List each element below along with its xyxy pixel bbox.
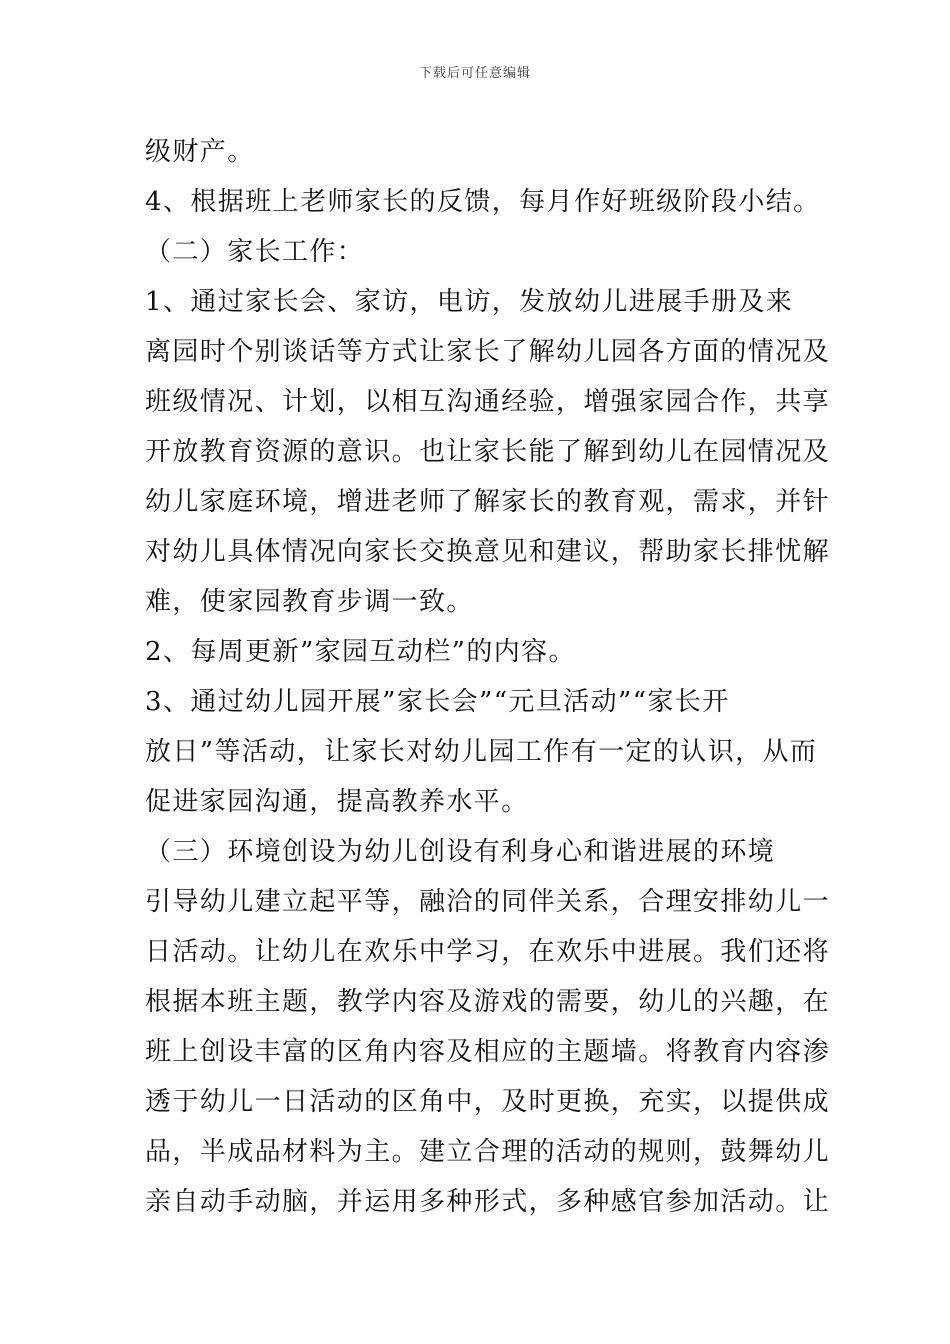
text-line: 1、通过家长会、家访，电访，发放幼儿进展手册及来 xyxy=(145,287,794,317)
text-line: （二）家长工作： xyxy=(145,237,365,267)
text-line: 促进家园沟通，提高教养水平。 xyxy=(145,787,529,817)
text-line: 幼儿家庭环境，增进老师了解家长的教育观，需求，并针 xyxy=(145,487,831,517)
text-line: 日活动。让幼儿在欢乐中学习，在欢乐中进展。我们还将 xyxy=(145,937,831,967)
text-line: 班上创设丰富的区角内容及相应的主题墙。将教育内容渗 xyxy=(145,1037,831,1067)
text-line: 开放教育资源的意识。也让家长能了解到幼儿在园情况及 xyxy=(145,437,831,467)
text-line: 引导幼儿建立起平等，融洽的同伴关系，合理安排幼儿一 xyxy=(145,887,831,917)
text-line: 对幼儿具体情况向家长交换意见和建议，帮助家长排忧解 xyxy=(145,537,831,567)
text-line: 根据本班主题，教学内容及游戏的需要，幼儿的兴趣，在 xyxy=(145,987,831,1017)
text-line: 亲自动手动脑，并运用多种形式，多种感官参加活动。让 xyxy=(145,1187,831,1217)
text-line: 透于幼儿一日活动的区角中，及时更换，充实，以提供成 xyxy=(145,1087,831,1117)
text-line: 4、根据班上老师家长的反馈，每月作好班级阶段小结。 xyxy=(145,187,821,217)
text-line: 班级情况、计划，以相互沟通经验，增强家园合作，共享 xyxy=(145,387,831,417)
text-line: 放日”等活动，让家长对幼儿园工作有一定的认识，从而 xyxy=(145,737,818,767)
text-line: 2、每周更新”家园互动栏”的内容。 xyxy=(145,637,576,667)
text-line: 离园时个别谈话等方式让家长了解幼儿园各方面的情况及 xyxy=(145,337,831,367)
text-line: 级财产。 xyxy=(145,137,255,167)
text-line: 3、通过幼儿园开展”家长会”“元旦活动”“家长开 xyxy=(145,687,730,717)
page-header-note: 下载后可任意编辑 xyxy=(418,66,531,81)
text-line: （三）环境创设为幼儿创设有利身心和谐进展的环境 xyxy=(145,837,776,867)
text-line: 难，使家园教育步调一致。 xyxy=(145,587,474,617)
text-line: 品，半成品材料为主。建立合理的活动的规则，鼓舞幼儿 xyxy=(145,1137,831,1167)
